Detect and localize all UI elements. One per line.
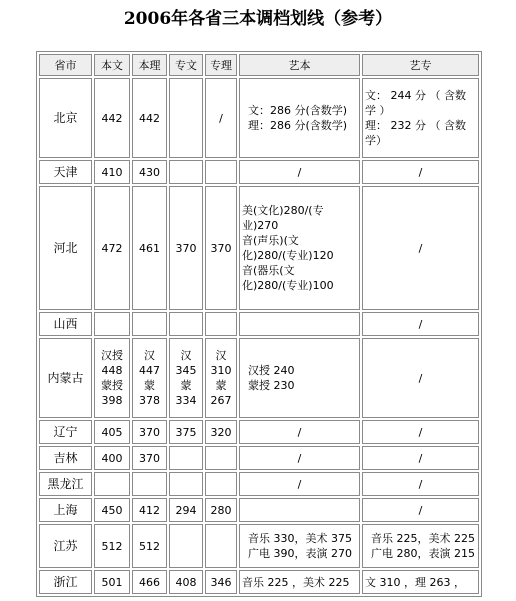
zhuanwen-cell: 294 xyxy=(169,498,203,522)
cell-line: 音(器乐(文 xyxy=(242,264,295,277)
cell-line: 310 xyxy=(210,364,232,377)
cell-line: 汉授 240 xyxy=(248,364,295,377)
benwen-cell: 501 xyxy=(94,570,130,594)
yiben-cell xyxy=(239,498,360,522)
cell-line: 蒙授 230 xyxy=(248,379,295,392)
zhuanli-cell xyxy=(205,524,237,568)
cell-line: 化)280/(专业)120 xyxy=(242,249,334,262)
cell-line: / xyxy=(297,451,302,465)
province-cell: 北京 xyxy=(39,78,92,158)
zhuanwen-cell xyxy=(169,472,203,496)
province-cell: 辽宁 xyxy=(39,420,92,444)
header-cell-yizhuan: 艺专 xyxy=(362,54,479,76)
zhuanwen-cell xyxy=(169,338,203,418)
cell-line: 广电 390，表演 270 xyxy=(248,547,352,560)
yiben-cell xyxy=(239,78,360,158)
province-cell: 河北 xyxy=(39,186,92,310)
cell-line: 音(声乐)(文 xyxy=(242,234,299,247)
province-cell: 天津 xyxy=(39,160,92,184)
yiben-cell xyxy=(239,446,360,470)
zhuanli-cell xyxy=(205,160,237,184)
benli-cell xyxy=(132,338,167,418)
province-cell: 吉林 xyxy=(39,446,92,470)
score-table xyxy=(36,51,482,597)
cell-line: 音乐 225 ，美术 225 xyxy=(242,575,350,589)
yiben-cell xyxy=(239,524,360,568)
cell-line: 蒙授 xyxy=(101,379,123,392)
cell-line: 蒙 xyxy=(144,379,155,392)
cell-line: 蒙 xyxy=(215,379,227,392)
benli-cell xyxy=(132,312,167,336)
benli-cell: 466 xyxy=(132,570,167,594)
table-row xyxy=(39,570,479,594)
yizhuan-cell xyxy=(362,160,479,184)
benwen-cell xyxy=(94,312,130,336)
benli-cell: 461 xyxy=(132,186,167,310)
zhuanwen-cell: 408 xyxy=(169,570,203,594)
yizhuan-cell xyxy=(362,186,479,310)
header-cell-zhuanli: 专理 xyxy=(205,54,237,76)
header-row xyxy=(39,54,479,76)
zhuanwen-cell: 375 xyxy=(169,420,203,444)
cell-line: / xyxy=(418,503,423,517)
yizhuan-cell xyxy=(362,338,479,418)
yiben-cell xyxy=(239,420,360,444)
benwen-cell: 405 xyxy=(94,420,130,444)
province-cell: 黑龙江 xyxy=(39,472,92,496)
zhuanli-cell xyxy=(205,472,237,496)
table-row xyxy=(39,420,479,444)
cell-line: / xyxy=(418,477,423,491)
cell-line: 334 xyxy=(175,394,197,407)
yiben-cell xyxy=(239,160,360,184)
table-row xyxy=(39,446,479,470)
cell-line: 378 xyxy=(139,394,160,407)
cell-line: 音乐 330，美术 375 xyxy=(248,532,352,545)
yizhuan-cell xyxy=(362,498,479,522)
yizhuan-cell xyxy=(362,420,479,444)
benwen-cell: 450 xyxy=(94,498,130,522)
header-cell-benwen: 本文 xyxy=(94,54,130,76)
benwen-cell: 472 xyxy=(94,186,130,310)
header-cell-province: 省市 xyxy=(39,54,92,76)
zhuanwen-cell xyxy=(169,524,203,568)
cell-line: / xyxy=(418,241,423,255)
benwen-cell: 410 xyxy=(94,160,130,184)
table-row xyxy=(39,524,479,568)
cell-line: 文：286 分(含数学) xyxy=(248,104,348,117)
yizhuan-cell xyxy=(362,524,479,568)
yizhuan-cell xyxy=(362,312,479,336)
province-cell: 内蒙古 xyxy=(39,338,92,418)
table-row xyxy=(39,498,479,522)
province-cell: 山西 xyxy=(39,312,92,336)
benwen-cell xyxy=(94,338,130,418)
cell-line: 广电 280，表演 215 xyxy=(371,547,475,560)
header-cell-zhuanwen: 专文 xyxy=(169,54,203,76)
cell-line: 学 ） xyxy=(365,104,391,117)
zhuanwen-cell: 370 xyxy=(169,186,203,310)
zhuanwen-cell xyxy=(169,312,203,336)
yizhuan-cell xyxy=(362,446,479,470)
zhuanli-cell: 280 xyxy=(205,498,237,522)
cell-line: 化)280/(专业)100 xyxy=(242,279,334,292)
cell-line: 文 310 ，理 263 ， xyxy=(365,575,465,589)
benwen-cell xyxy=(94,472,130,496)
cell-line: 398 xyxy=(101,394,123,407)
cell-line: 447 xyxy=(139,364,160,377)
cell-line: / xyxy=(297,165,302,179)
benli-cell: 430 xyxy=(132,160,167,184)
cell-line: / xyxy=(297,477,302,491)
zhuanli-cell xyxy=(205,312,237,336)
cell-line: 汉 xyxy=(180,349,192,362)
cell-line: 蒙 xyxy=(180,379,192,392)
zhuanli-cell: 320 xyxy=(205,420,237,444)
table-row xyxy=(39,312,479,336)
score-table-body xyxy=(39,54,479,594)
zhuanwen-cell xyxy=(169,446,203,470)
zhuanwen-cell xyxy=(169,160,203,184)
zhuanli-cell xyxy=(205,338,237,418)
province-cell: 浙江 xyxy=(39,570,92,594)
header-cell-yiben: 艺本 xyxy=(239,54,360,76)
yiben-cell xyxy=(239,338,360,418)
zhuanli-cell: 346 xyxy=(205,570,237,594)
yiben-cell xyxy=(239,472,360,496)
zhuanwen-cell xyxy=(169,78,203,158)
table-row xyxy=(39,338,479,418)
cell-line: / xyxy=(297,425,302,439)
cell-line: 448 xyxy=(101,364,123,377)
yiben-cell xyxy=(239,186,360,310)
benwen-cell: 512 xyxy=(94,524,130,568)
cell-line: 汉授 xyxy=(101,349,123,362)
zhuanli-cell: 370 xyxy=(205,186,237,310)
benli-cell: 442 xyxy=(132,78,167,158)
cell-line: 美(文化)280/(专 xyxy=(242,204,324,217)
table-row xyxy=(39,472,479,496)
cell-line: / xyxy=(418,425,423,439)
table-row xyxy=(39,186,479,310)
benwen-cell: 400 xyxy=(94,446,130,470)
yiben-cell xyxy=(239,570,360,594)
benli-cell: 370 xyxy=(132,446,167,470)
cell-line: 汉 xyxy=(144,349,155,362)
yiben-cell xyxy=(239,312,360,336)
province-cell: 上海 xyxy=(39,498,92,522)
cell-line: 345 xyxy=(175,364,197,377)
table-row xyxy=(39,78,479,158)
cell-line: 理：286 分(含数学) xyxy=(248,119,348,132)
benwen-cell: 442 xyxy=(94,78,130,158)
cell-line: 学） xyxy=(365,134,387,147)
yizhuan-cell xyxy=(362,78,479,158)
benli-cell xyxy=(132,472,167,496)
cell-line: 业)270 xyxy=(242,219,279,232)
zhuanli-cell: / xyxy=(205,78,237,158)
cell-line: / xyxy=(418,317,423,331)
yizhuan-cell xyxy=(362,570,479,594)
province-cell: 江苏 xyxy=(39,524,92,568)
yizhuan-cell xyxy=(362,472,479,496)
cell-line: / xyxy=(418,165,423,179)
benli-cell: 412 xyxy=(132,498,167,522)
benli-cell: 370 xyxy=(132,420,167,444)
cell-line: 理： 232 分 （ 含数 xyxy=(365,119,466,132)
cell-line: / xyxy=(418,451,423,465)
cell-line: 文： 244 分 （ 含数 xyxy=(365,89,466,102)
zhuanli-cell xyxy=(205,446,237,470)
header-cell-benli: 本理 xyxy=(132,54,167,76)
benli-cell: 512 xyxy=(132,524,167,568)
cell-line: 汉 xyxy=(215,349,227,362)
cell-line: / xyxy=(418,371,423,385)
table-row xyxy=(39,160,479,184)
cell-line: 267 xyxy=(210,394,232,407)
cell-line: 音乐 225，美术 225 xyxy=(371,532,475,545)
page-title: 2006年各省三本调档划线（参考） xyxy=(123,9,393,29)
